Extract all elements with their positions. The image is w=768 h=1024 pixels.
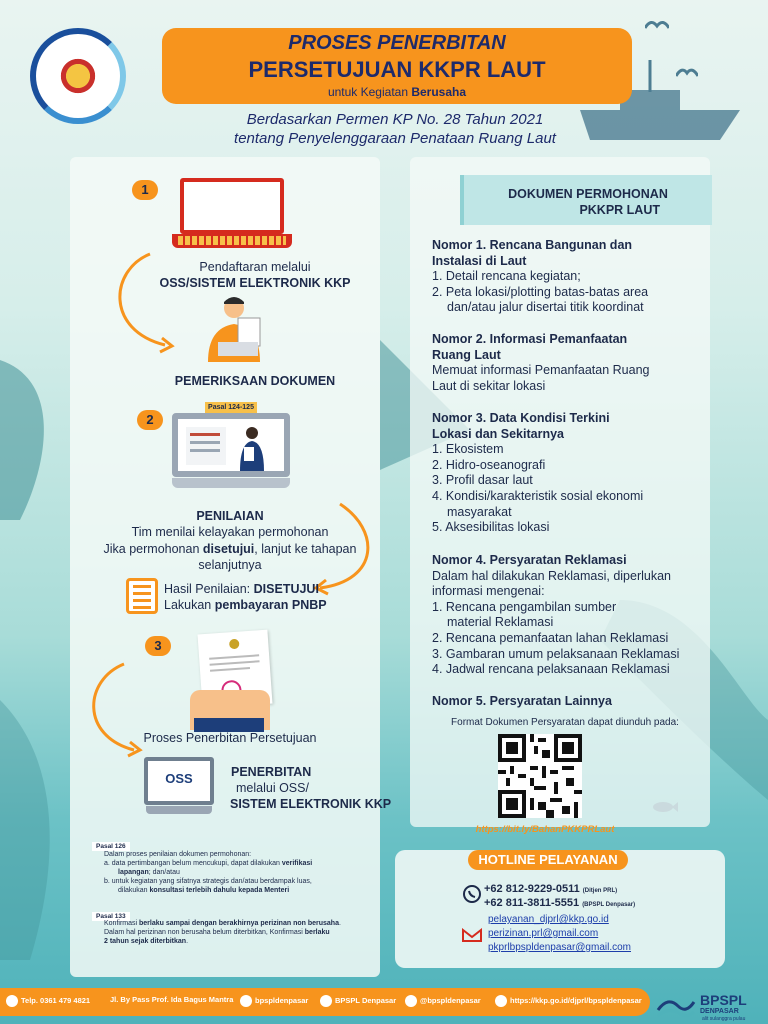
pasal-tag: Pasal 124-125 — [205, 402, 257, 413]
instagram-icon — [240, 995, 252, 1007]
pasal-126-label: Pasal 126 — [92, 835, 130, 853]
issue-process: Proses Penerbitan Persetujuan — [143, 731, 317, 745]
assess-line2: Jika permohonan disetujui, lanjut ke tahapan — [103, 542, 357, 556]
footer-twitter[interactable]: @bpspldenpasar — [405, 995, 481, 1007]
pasal-126-text: Dalam proses penilaian dokumen permohonan: a. data pertimbangan belum mencukupi, dapat dilakukan verifikasi lapangan; dan/atau b. untuk kegiatan yang sifatnya strategis dan/atau berdampak luas, dilakukan konsultasi terlebih dahulu kepada Menteri — [104, 851, 313, 894]
title-line3: untuk Kegiatan Berusaha — [327, 85, 467, 99]
result-text: Hasil Penilaian: DISETUJUI — [164, 582, 319, 596]
monitor-icon — [172, 413, 290, 477]
doc-section-4: Nomor 4. Persyaratan Reklamasi Dalam hal dilakukan Reklamasi, diperlukan informasi mengenai: 1. Rencana pengambilan sumber material Reklamasi 2. Rencana pemanfaatan lahan Reklamasi 3. Gambaran umum pelaksanaan Reklamasi 4. Jadwal rencana pelaksanaan Reklamasi — [432, 553, 680, 677]
wave-logo-icon — [656, 990, 696, 1018]
oss-screen-icon: OSS — [144, 757, 214, 805]
whatsapp-icon — [462, 884, 482, 904]
doc-section-3: Nomor 3. Data Kondisi Terkini Lokasi dan Sekitarnya 1. Ekosistem 2. Hidro-oseanografi 3. Profil dasar laut 4. Kondisi/karakteristik sosial ekonomi masyarakat 5. Aksesibilitas lokasi — [432, 411, 644, 535]
doc-section-2: Nomor 2. Informasi Pemanfaatan Ruang Laut Memuat informasi Pemanfaatan Ruang Laut di sekitar lokasi — [432, 332, 650, 393]
step-badge-3: 3 — [145, 636, 171, 656]
assess-line1: Tim menilai kelayakan permohonan — [131, 525, 329, 539]
footer-instagram[interactable]: bpspldenpasar — [240, 995, 308, 1007]
bpspl-brand: BPSPL — [700, 992, 747, 1008]
bird-icon — [645, 18, 669, 32]
assess-title: PENILAIAN — [196, 509, 264, 523]
garuda-emblem — [54, 52, 102, 100]
issue-line2: melalui OSS/ — [236, 781, 309, 795]
email-2[interactable]: perizinan.prl@gmail.com — [488, 928, 599, 939]
bpspl-tagline: alit sulanggra pulau — [702, 1016, 746, 1022]
issue-line3: SISTEM ELEKTRONIK KKP — [230, 797, 392, 811]
phone-icon — [6, 995, 18, 1007]
doc-section-5: Nomor 5. Persyaratan Lainnya — [432, 694, 612, 708]
step1-line2: OSS/SISTEM ELEKTRONIK KKP — [159, 276, 351, 290]
person-reading-icon — [198, 292, 272, 362]
regulation-line2: tentang Penyelenggaraan Penataan Ruang Laut — [234, 130, 556, 147]
check-title: PEMERIKSAAN DOKUMEN — [174, 374, 336, 388]
bpspl-sub: DENPASAR — [700, 1008, 739, 1015]
laptop-icon — [180, 178, 284, 234]
monitor-stand — [172, 478, 290, 488]
footer-phone: Telp. 0361 479 4821 — [6, 995, 90, 1007]
curved-arrow-icon — [84, 660, 164, 760]
regulation-line1: Berdasarkan Permen KP No. 28 Tahun 2021 — [246, 111, 544, 128]
assess-line3: selanjutnya — [198, 558, 262, 572]
email-3[interactable]: pkprlbpspldenpasar@gmail.com — [488, 942, 631, 953]
issue-title: PENERBITAN — [231, 765, 312, 779]
footer-web[interactable]: https://kkp.go.id/djprl/bpspldenpasar — [495, 995, 642, 1007]
facebook-icon — [320, 995, 332, 1007]
globe-icon — [495, 995, 507, 1007]
qr-code[interactable] — [498, 734, 582, 818]
download-link[interactable]: https://bit.ly/BahanPKKPRLaut — [475, 824, 615, 835]
step1-line1: Pendaftaran melalui — [199, 260, 311, 274]
download-text: Format Dokumen Persyaratan dapat diunduh pada: — [451, 717, 679, 728]
oss-stand — [146, 806, 212, 814]
gmail-icon — [462, 928, 482, 942]
documents-header: DOKUMEN PERMOHONAN PKKPR LAUT — [460, 175, 712, 225]
phone-1[interactable]: +62 812-9229-0511 (Ditjen PRL) — [484, 883, 618, 895]
title-line2: PERSETUJUAN KKPR LAUT — [248, 57, 546, 82]
pasal-133-text: Konfirmasi berlaku sampai dengan berakhirnya perizinan non berusaha. Dalam hal perizinan non berusaha belum diterbitkan, Konfirmasi berlaku 2 tahun sejak diterbitkan. — [104, 920, 341, 945]
step-badge-2: 2 — [137, 410, 163, 430]
twitter-icon — [405, 995, 417, 1007]
payment-text: Lakukan pembayaran PNBP — [164, 598, 327, 612]
pasal-133-label: Pasal 133 — [92, 905, 130, 923]
title-box — [162, 28, 632, 104]
footer-bar — [0, 988, 650, 1016]
title-line1: PROSES PENERBITAN — [288, 32, 506, 54]
doc-section-1: Nomor 1. Rencana Bangunan dan Instalasi di Laut 1. Detail rencana kegiatan; 2. Peta lokasi/plotting batas-batas area dan/atau jalur disertai titik koordinat — [432, 238, 649, 315]
email-1[interactable]: pelayanan_djprl@kkp.go.id — [488, 914, 609, 925]
phone-2[interactable]: +62 811-3811-5551 (BPSPL Denpasar) — [484, 897, 636, 909]
step-badge-1: 1 — [132, 180, 158, 200]
bird-icon — [676, 66, 698, 78]
document-icon — [126, 578, 158, 614]
footer-address: Jl. By Pass Prof. Ida Bagus Mantra — [110, 995, 234, 1004]
footer-facebook[interactable]: BPSPL Denpasar — [320, 995, 396, 1007]
stamp-cuff — [194, 718, 264, 732]
hotline-title: HOTLINE PELAYANAN — [468, 850, 628, 870]
keyboard — [178, 236, 286, 245]
